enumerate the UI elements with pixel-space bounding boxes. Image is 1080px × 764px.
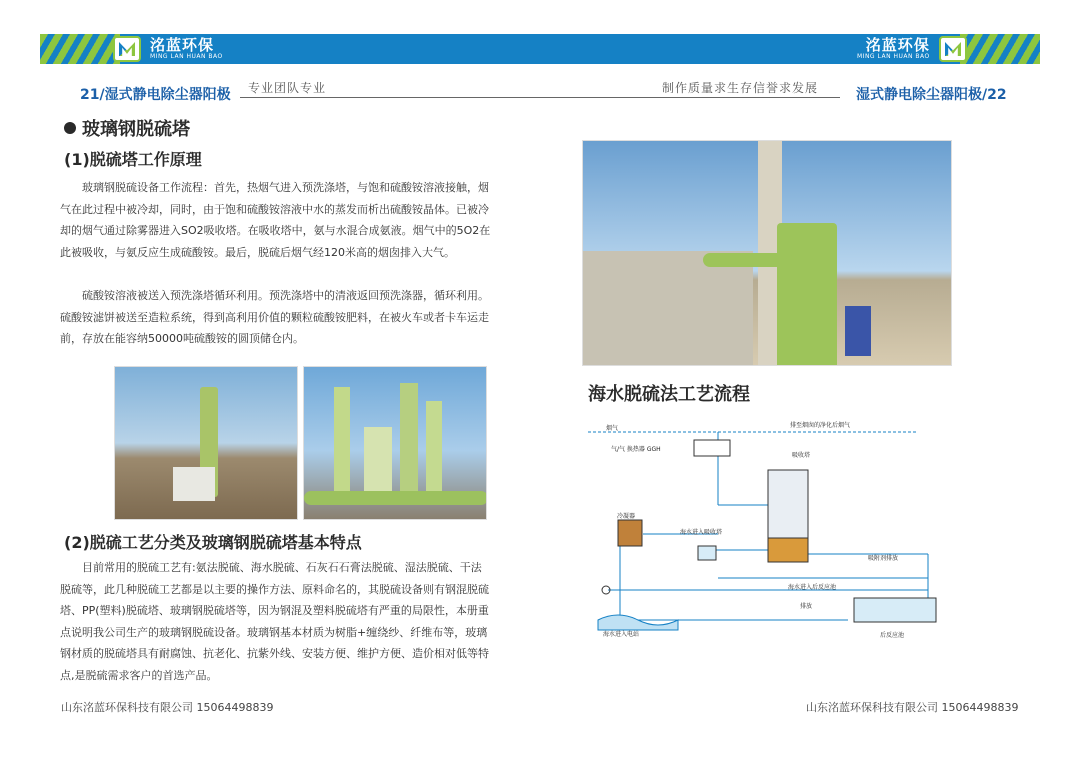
label-pool-in: 海水进入后反应池 — [788, 584, 837, 591]
footer-left: 山东洺蓝环保科技有限公司 15064498839 — [61, 701, 274, 714]
left-stripes — [40, 34, 120, 64]
brand-name-en: MING LAN HUAN BAO — [857, 53, 930, 60]
section-title — [64, 115, 190, 141]
label-drain: 排放 — [800, 603, 813, 610]
paragraph-2: 硫酸铵溶液被送入预洗涤塔循环利用。预洗涤塔中的清液返回预洗涤器，循环利用。硫酸铵滤饼被送至造粒系统，得到高利用价值的颗粒硫酸铵肥料，在被火车或者卡车运走前，存放在能容纳50000吨硫酸铵的圆顶储仓内。 — [60, 289, 489, 345]
bullet-icon — [64, 122, 76, 134]
page-number-left: 21/湿式静电除尘器阳极 — [80, 87, 231, 103]
photo-tower-main — [582, 140, 952, 366]
label-flue: 烟气 — [606, 425, 619, 432]
footer-right: 山东洺蓝环保科技有限公司 15064498839 — [806, 701, 1019, 714]
label-cooler: 冷凝器 — [617, 513, 636, 520]
slogan-right: 制作质量求生存信誉求发展 — [662, 81, 819, 95]
brand-left — [150, 37, 223, 60]
header-band — [40, 34, 1040, 64]
right-stripes — [960, 34, 1040, 64]
brand-name: 洺蓝环保 — [865, 36, 930, 54]
header-rule — [240, 97, 840, 98]
brand-name-en: MING LAN HUAN BAO — [150, 53, 223, 60]
brand-logo-right — [939, 36, 967, 62]
photo-tower-1 — [114, 366, 298, 520]
label-ggh: 气/气 换热器 GGH — [611, 446, 661, 453]
label-plant: 海水进入电站 — [603, 631, 640, 638]
label-absorber: 吸收塔 — [792, 452, 811, 459]
brand-logo-left — [113, 36, 141, 62]
ggh-box — [694, 440, 730, 456]
brand-right — [857, 37, 930, 60]
brand-name: 洺蓝环保 — [150, 36, 215, 54]
photo-tower-2 — [303, 366, 487, 520]
slogan-left: 专业团队专业 — [248, 81, 327, 95]
paragraph-3: 目前常用的脱硫工艺有:氨法脱硫、海水脱硫、石灰石石膏法脱硫、湿法脱硫、干法脱硫等，此几种脱硫工艺都是以主要的操作方法、原料命名的，其脱硫设备则有钢混脱硫塔、PP(塑料)脱硫塔、玻璃钢脱硫塔等，因为钢混及塑料脱硫塔有严重的局限性，本册重点说明我公司生产的玻璃钢脱硫设备。玻璃钢基本材质为树脂+缠绕纱、纤维布等，玻璃钢材质的脱硫塔具有耐腐蚀、抗老化、抗紫外线、安装方便、维护方便、造价相对低等特点,是脱硫需求客户的首选产品。 — [60, 561, 489, 682]
reaction-pool — [854, 598, 936, 622]
label-pool: 后反应池 — [880, 632, 905, 639]
label-clean: 排至烟囱的净化后烟气 — [790, 422, 851, 429]
diagram-title: 海水脱硫法工艺流程 — [588, 384, 750, 405]
subsection-1-title: (1)脱硫塔工作原理 — [64, 150, 202, 169]
section-title-text: 玻璃钢脱硫塔 — [82, 119, 190, 140]
label-sea-in: 海水进入吸收塔 — [680, 529, 723, 536]
paragraph-1: 玻璃钢脱硫设备工作流程：首先，热烟气进入预洗涤塔，与饱和硫酸铵溶液接触，烟气在此过程中被冷却，同时，由于饱和硫酸铵溶液中水的蒸发而析出硫酸铵晶体。已被冷却的烟气通过除雾器进入SO2吸收塔。在吸收塔中，氨与水混合成氨液。烟气中的5O2在此被吸收，与氨反应生成硫酸铵。最后，脱硫后烟气经120米高的烟囱排入大气。 — [60, 181, 491, 259]
label-discharge: 吸附剂排放 — [868, 555, 899, 562]
page-number-right: 湿式静电除尘器阳极/22 — [856, 87, 1007, 103]
subsection-2-title: (2)脱硫工艺分类及玻璃钢脱硫塔基本特点 — [64, 533, 362, 552]
cooler-box — [618, 520, 642, 546]
